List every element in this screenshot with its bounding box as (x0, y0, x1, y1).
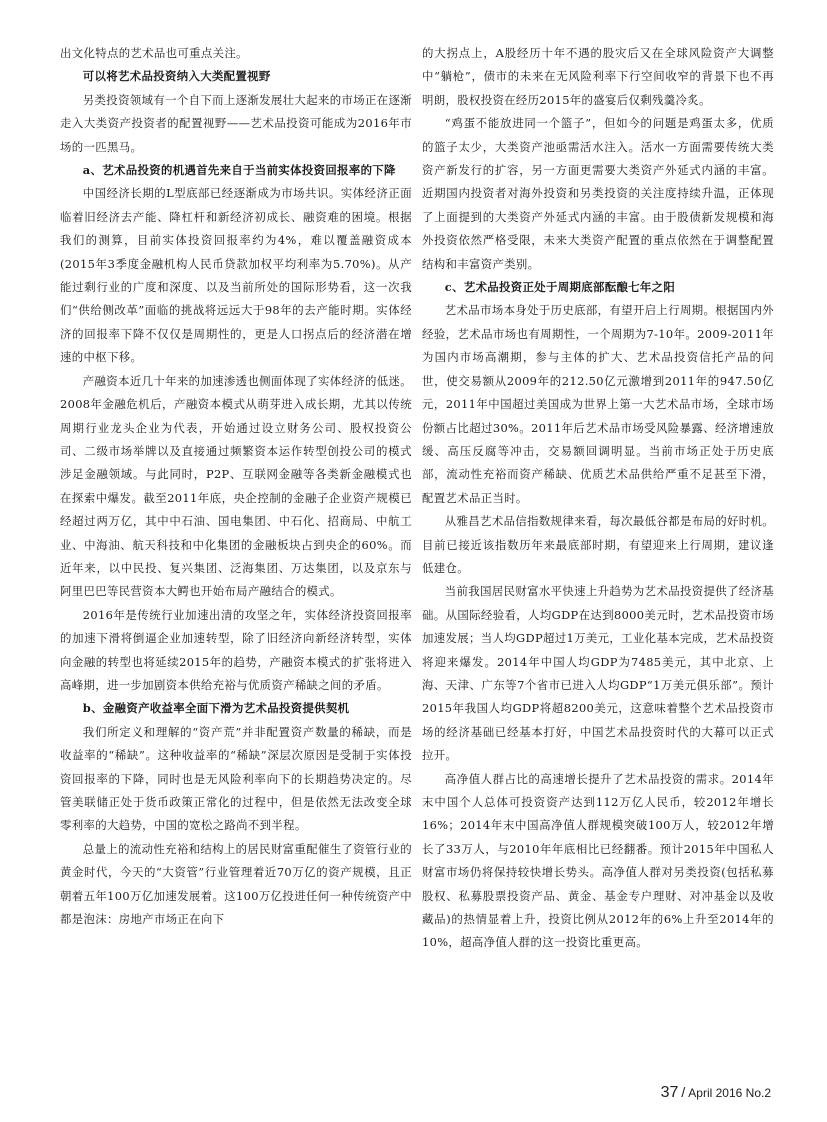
paragraph: 从雅昌艺术品信指数规律来看，每次最低谷都是布局的好时机。目前已接近该指数历年来最底部时期，有望迎来上行周期，建议逢低建仓。 (422, 514, 774, 575)
paragraph: 当前我国居民财富水平快速上升趋势为艺术品投资提供了经济基础。从国际经验看，人均GDP在达到8000美元时，艺术品投资市场加速发展；当人均GDP超过1万美元，工业化基本完成，艺术品投资将迎来爆发。2014年中国人均GDP为7485美元，其中北京、上海、天津、广东等7个省市已进入人均GDP“1万美元俱乐部”。预计2015年我国人均GDP将超8200美元，这意味着整个艺术品投资市场的经济基础已经基本打好，中国艺术品投资时代的大幕可以正式拉开。 (422, 584, 774, 763)
subsection-heading: b、金融资产收益率全面下滑为艺术品投资提供契机 (82, 701, 350, 716)
paragraph: 另类投资领域有一个自下而上逐渐发展壮大起来的市场正在逐渐走入大类资产投资者的配置视野——艺术品投资可能成为2016年市场的一匹黑马。 (60, 92, 412, 154)
paragraph: 2016年是传统行业加速出清的攻坚之年，实体经济投资回报率的加速下滑将倒逼企业加速转型，除了旧经济向新经济转型，实体向金融的转型也将延续2015年的趋势，产融资本模式的扩张将进入高峰期，进一步加剧资本供给充裕与优质资产稀缺之间的矛盾。 (60, 607, 412, 692)
paragraph: 产融资本近几十年来的加速渗透也侧面体现了实体经济的低迷。2008年金融危机后，产融资本模式从萌芽进入成长期，尤其以传统周期行业龙头企业为代表，开始通过设立财务公司、股权投资公司、二级市场举牌以及直接通过频繁资本运作转型创投公司的模式涉足金融领域。与此同时，P2P、互联网金融等各类新金融模式也在探索中爆发。截至2011年底，央企控制的金融子企业资产规模已经超过两万亿，其中中石油、国电集团、中石化、招商局、中航工业、中海油、航天科技和中化集团的金融板块占到央企的60%。而近年来，以中民投、复兴集团、泛海集团、万达集团，以及京东与阿里巴巴等民营资本大鳄也开始布局产融结合的模式。 (60, 373, 412, 599)
left-column (60, 42, 412, 931)
paragraph: 高净值人群占比的高速增长提升了艺术品投资的需求。2014年末中国个人总体可投资资产达到112万亿人民币，较2012年增长16%；2014年末中国高净值人群规模突破100万人，较2012年增长了33万人，与2010年年底相比已经翻番。预计2015年中国私人财富市场仍将保持较快增长势头。高净值人群对另类投资(包括私募股权、私募股票投资产品、黄金、基金专户理财、对冲基金以及收藏品)的热情显着上升，投资比例从2012年的6%上升至2014年的10%，超高净值人群的这一投资比重更高。 (422, 771, 774, 950)
paragraph: 出文化特点的艺术品也可重点关注。 (60, 46, 248, 60)
section-heading: 可以将艺术品投资纳入大类配置视野 (82, 69, 271, 84)
paragraph: 中国经济长期的L型底部已经逐渐成为市场共识。实体经济正面临着旧经济去产能、降杠杆和新经济初成长、融资难的困境。根据我们的测算，目前实体投资回报率约为4%，难以覆盖融资成本(2015年3季度金融机构人民币贷款加权平均利率为5.70%)。从产能过剩行业的广度和深度、以及当前所处的国际形势看，这一次我们“供给侧改革”面临的挑战将远远大于98年的去产能时期。实体经济的回报率下降不仅仅是周期性的，更是人口拐点后的经济潜在增速的中枢下移。 (60, 186, 412, 365)
paragraph: “鸡蛋不能放进同一个篮子”，但如今的问题是鸡蛋太多，优质的篮子太少，大类资产池亟需活水注入。活水一方面需要传统大类资产新发行的扩容，另一方面更需要大类资产外延式内涵的丰富。近期国内投资者对海外投资和另类投资的关注度持续升温，正体现了上面提到的大类资产外延式内涵的丰富。由于股债新发规模和海外投资依然严格受限，未来大类资产配置的重点依然在于调整配置结构和丰富资产类别。 (422, 116, 774, 271)
issue-label: April 2016 No.2 (688, 1086, 771, 1100)
paragraph: 的大拐点上，A股经历十年不遇的股灾后又在全球风险资产大调整中“躺枪”，债市的未来在无风险利率下行空间收窄的背景下也不再明朗，股权投资在经历2015年的盛宴后仅剩残羹冷炙。 (422, 46, 774, 107)
subsection-heading: a、艺术品投资的机遇首先来自于当前实体投资回报率的下降 (82, 163, 396, 178)
subsection-heading: c、艺术品投资正处于周期底部酝酿七年之阳 (444, 280, 676, 295)
paragraph: 总量上的流动性充裕和结构上的居民财富重配催生了资管行业的黄金时代，今天的“大资管”行业管理着近70万亿的资产规模，且正朝着五年100万亿加速发展着。这100万亿投进任何一种传统资产中都是泡沫：房地产市场正在向下 (60, 841, 412, 927)
paragraph: 艺术品市场本身处于历史底部，有望开启上行周期。根据国内外经验，艺术品市场也有周期性，一个周期为7-10年。2009-2011年为国内市场高潮期，参与主体的扩大、艺术品投资信托产品的问世，使交易额从2009年的212.50亿元激增到2011年的947.50亿元，2011年中国超过美国成为世界上第一大艺术品市场，全球市场份额占比超过30%。2011年后艺术品市场受风险暴露、经济增速放缓、高压反腐等冲击，交易额回调明显。当前市场正处于历史底部，流动性充裕而资产稀缺、优质艺术品供给严重不足甚至下滑，配置艺术品正当时。 (422, 303, 774, 505)
footer-separator: / (681, 1084, 686, 1100)
right-column (422, 42, 774, 955)
page-footer (661, 1084, 771, 1102)
paragraph: 我们所定义和理解的“资产荒”并非配置资产数量的稀缺，而是收益率的“稀缺”。这种收益率的“稀缺”深层次原因是受制于实体投资回报率的下降，同时也是无风险利率向下的长期趋势决定的。尽管美联储正处于货币政策正常化的过程中，但是依然无法改变全球零利率的大趋势，中国的宽松之路尚不到半程。 (60, 724, 412, 833)
page-number: 37 (660, 1084, 679, 1101)
